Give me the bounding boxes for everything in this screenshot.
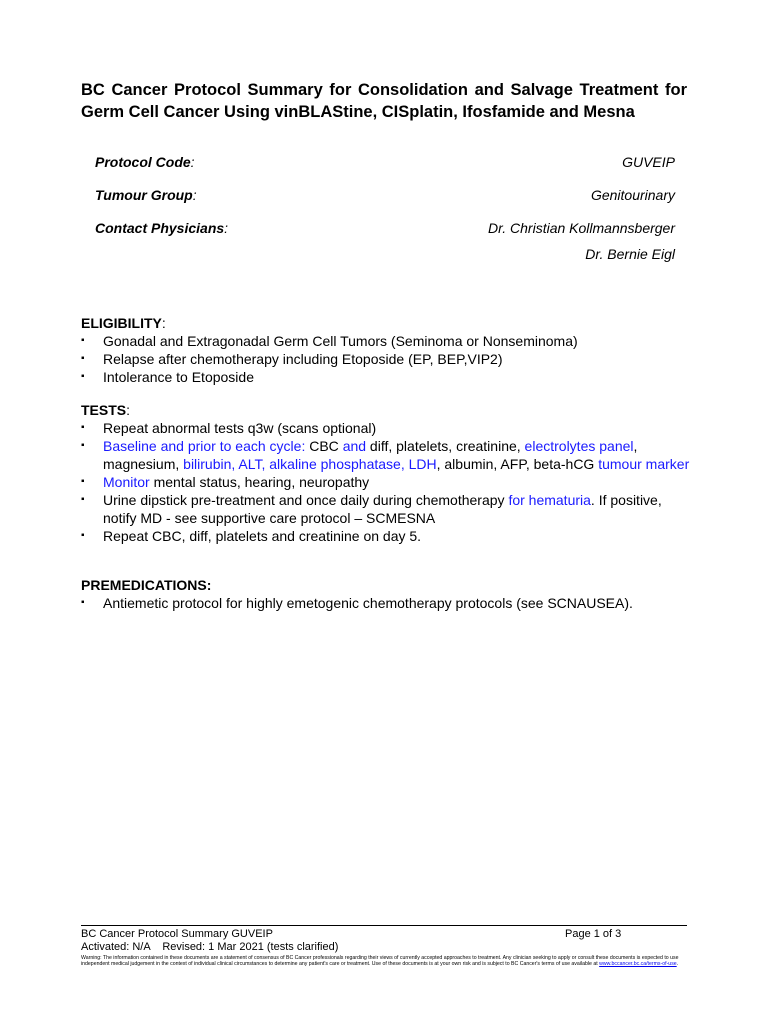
premedications-heading: PREMEDICATIONS:: [81, 577, 212, 593]
colon: :: [192, 187, 197, 203]
tests-heading: [81, 401, 691, 419]
bullet-icon: ▪: [81, 494, 85, 505]
tests-heading-text: TESTS: [81, 402, 127, 418]
tumour-group-label: Tumour Group: [95, 187, 193, 203]
list-item: [81, 473, 691, 491]
colon: :: [161, 315, 166, 331]
eligibility-heading-text: ELIGIBILITY: [81, 315, 162, 331]
tests-text: diff, platelets, creatinine,: [366, 438, 525, 454]
footer-warning-end: .: [676, 961, 679, 968]
protocol-code-label: Protocol Code: [95, 154, 191, 170]
physician-2-row: [95, 246, 675, 266]
colon: :: [224, 220, 229, 236]
tests-tumour-marker: tumour marker: [598, 456, 690, 472]
premedications-section: [81, 576, 691, 612]
eligibility-item: Gonadal and Extragonadal Germ Cell Tumors (Seminoma or Nonseminoma): [103, 333, 578, 349]
contact-physicians-row: [95, 220, 675, 240]
page-number: Page 1 of 3: [565, 928, 622, 940]
bullet-icon: ▪: [81, 597, 85, 608]
tests-text: Urine dipstick pre-treatment and once daily during chemotherapy: [103, 492, 509, 508]
bullet-icon: ▪: [81, 335, 85, 346]
physician-1: Dr. Christian Kollmannsberger: [488, 220, 675, 236]
list-item: [81, 350, 691, 368]
eligibility-item: Relapse after chemotherapy including Etoposide (EP, BEP,VIP2): [103, 351, 503, 367]
page-title: BC Cancer Protocol Summary for Consolidation and Salvage Treatment for Germ Cell Cancer Using vinBLAStine, CISplatin, Ifosfamide and Mesna: [81, 81, 687, 121]
tumour-group-row: [95, 187, 675, 207]
tests-item: Repeat abnormal tests q3w (scans optional): [103, 420, 377, 436]
contact-physicians-label: Contact Physicians: [95, 220, 225, 236]
tumour-group-label-wrap: [95, 187, 197, 203]
eligibility-item: Intolerance to Etoposide: [103, 369, 254, 385]
tests-item: Repeat CBC, diff, platelets and creatinine on day 5.: [103, 528, 422, 544]
contact-physicians-label-wrap: [95, 220, 228, 236]
tests-text: . If positive, notify MD - see supportive care protocol – SCMESNA: [103, 492, 662, 526]
list-item: [81, 594, 691, 612]
premedications-item: Antiemetic protocol for highly emetogenic chemotherapy protocols (see SCNAUSEA).: [103, 595, 633, 611]
physician-2: Dr. Bernie Eigl: [585, 246, 675, 262]
tests-list: [81, 419, 691, 545]
tests-section: [81, 401, 691, 545]
page-footer: [81, 925, 687, 967]
tests-and: and: [342, 438, 367, 454]
tests-hematuria: for hematuria: [508, 492, 591, 508]
bullet-icon: ▪: [81, 530, 85, 541]
tests-text: mental status, hearing, neuropathy: [149, 474, 370, 490]
eligibility-list: [81, 332, 691, 386]
tests-text: , magnesium,: [103, 438, 638, 472]
footer-warning-text: Warning: The information contained in these documents are a statement of consensus of BC Cancer professionals regarding their views of currently accepted approaches to treatment. Any clinician seeking to apply or consult these documents is expected to use independent medical judgement in the context of individual clinical circumstances to determine any patient's care or treatment. Use of these documents is at your own risk and is subject to BC Cancer's terms of use available at: [81, 955, 679, 968]
colon: :: [126, 402, 131, 418]
list-item: [81, 419, 691, 437]
tests-liver-panel: bilirubin, ALT, alkaline phosphatase, LDH: [183, 456, 437, 472]
bullet-icon: ▪: [81, 440, 85, 451]
protocol-code-row: [95, 154, 675, 174]
colon: :: [190, 154, 195, 170]
footer-row-1: [81, 928, 687, 941]
tests-baseline-label: Baseline and prior to each cycle:: [103, 438, 306, 454]
bullet-icon: ▪: [81, 422, 85, 433]
eligibility-heading: [81, 314, 691, 332]
tests-text: , albumin, AFP, beta-hCG: [436, 456, 599, 472]
bullet-icon: ▪: [81, 353, 85, 364]
tumour-group-value: Genitourinary: [590, 187, 675, 203]
eligibility-section: [81, 314, 691, 386]
list-item: [81, 332, 691, 350]
tests-text: CBC: [305, 438, 343, 454]
protocol-code-value: GUVEIP: [622, 154, 675, 170]
list-item: [81, 437, 691, 473]
list-item: [81, 491, 691, 527]
footer-revision: Activated: N/A Revised: 1 Mar 2021 (tests clarified): [81, 941, 339, 953]
premedications-list: [81, 594, 691, 612]
bullet-icon: ▪: [81, 371, 85, 382]
list-item: [81, 527, 691, 545]
protocol-code-label-wrap: [95, 154, 195, 170]
bullet-icon: ▪: [81, 476, 85, 487]
list-item: [81, 368, 691, 386]
terms-of-use-link[interactable]: www.bccancer.bc.ca/terms-of-use: [599, 961, 677, 968]
footer-doc-title: BC Cancer Protocol Summary GUVEIP: [81, 928, 273, 940]
tests-electrolytes: electrolytes panel: [524, 438, 634, 454]
tests-monitor: Monitor: [103, 474, 150, 490]
footer-warning: [81, 955, 687, 967]
footer-row-2: [81, 941, 687, 954]
